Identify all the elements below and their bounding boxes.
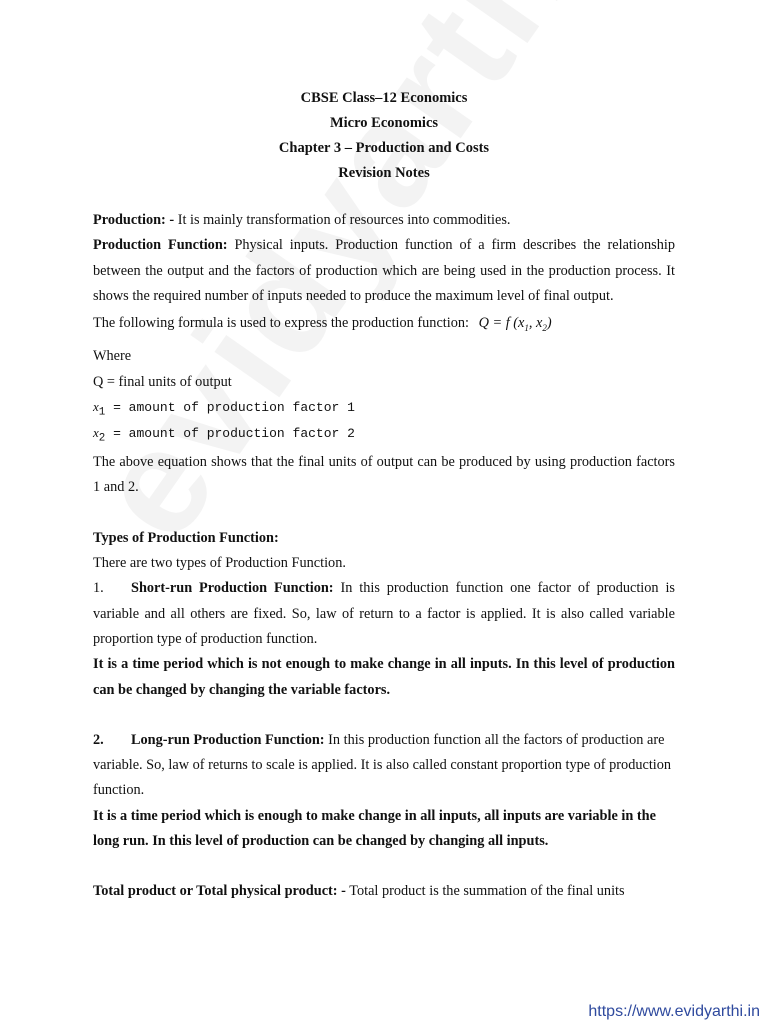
x2-definition: $x_2$ = amount of production factor 2 [93, 424, 355, 445]
types-heading: Types of Production Function: [93, 529, 279, 546]
production-paragraph [93, 208, 675, 233]
website-link[interactable]: https://www.evidyarthi.in [588, 1003, 760, 1020]
long-run-paragraph [93, 728, 675, 804]
production-label: Production: - [93, 212, 175, 228]
short-run-text: In this production function one factor of production is variable and all others are fixed. So, law of return to a factor is applied. It is also called variable proportion type of production function. [93, 580, 675, 647]
document-header [0, 86, 768, 186]
short-run-label: Short-run Production Function: [131, 580, 334, 597]
q-definition: Q = final units of output [93, 373, 232, 390]
where-label: Where [93, 348, 132, 365]
total-product-paragraph [93, 879, 675, 904]
title-line-4: Revision Notes [338, 165, 430, 181]
total-product-label: Total product or Total physical product: - [93, 883, 346, 900]
document-body [93, 208, 675, 905]
production-text: It is mainly transformation of resources into commodities. [174, 212, 511, 228]
factor-definitions [93, 397, 675, 448]
x1-definition: $x_1$ = amount of production factor 1 [93, 398, 355, 419]
production-function-paragraph [93, 233, 675, 309]
production-function-text: Physical inputs. Production function of a firm describes the relationship between the output and the factors of production which are being used in the production process. It shows the required number of inputs needed to produce the maximum level of final output. [93, 237, 676, 304]
total-product-text: Total product is the summation of the final units [345, 883, 625, 900]
title-line-1: CBSE Class–12 Economics [300, 90, 468, 106]
long-run-text: In this production function all the factors of production are variable. So, law of returns to scale is applied. It is also called constant proportion type of production function. [93, 731, 672, 799]
formula-paragraph [93, 311, 675, 341]
above-equation-paragraph: The above equation shows that the final units of output can be produced by using production factors 1 and 2. [93, 454, 675, 496]
formula-intro: The following formula is used to express the production function: [93, 315, 470, 332]
item-1-number: 1. [93, 580, 104, 597]
short-run-paragraph [93, 576, 675, 652]
item-2-number: 2. [93, 731, 104, 748]
long-run-note: It is a time period which is enough to make change in all inputs, all inputs are variable in the long run. In this level of production can be changed by changing all inputs. [93, 807, 656, 849]
production-function-label: Production Function: [93, 237, 228, 254]
short-run-note: It is a time period which is not enough to make change in all inputs. In this level of production can be changed by changing the variable factors. [93, 656, 675, 698]
title-line-2: Micro Economics [329, 115, 439, 131]
types-intro: There are two types of Production Function. [93, 555, 346, 572]
long-run-label: Long-run Production Function: [131, 731, 325, 748]
title-line-3: Chapter 3 – Production and Costs [278, 140, 490, 156]
production-formula: Q = f ($x_1$, $x_2$) [478, 315, 552, 334]
